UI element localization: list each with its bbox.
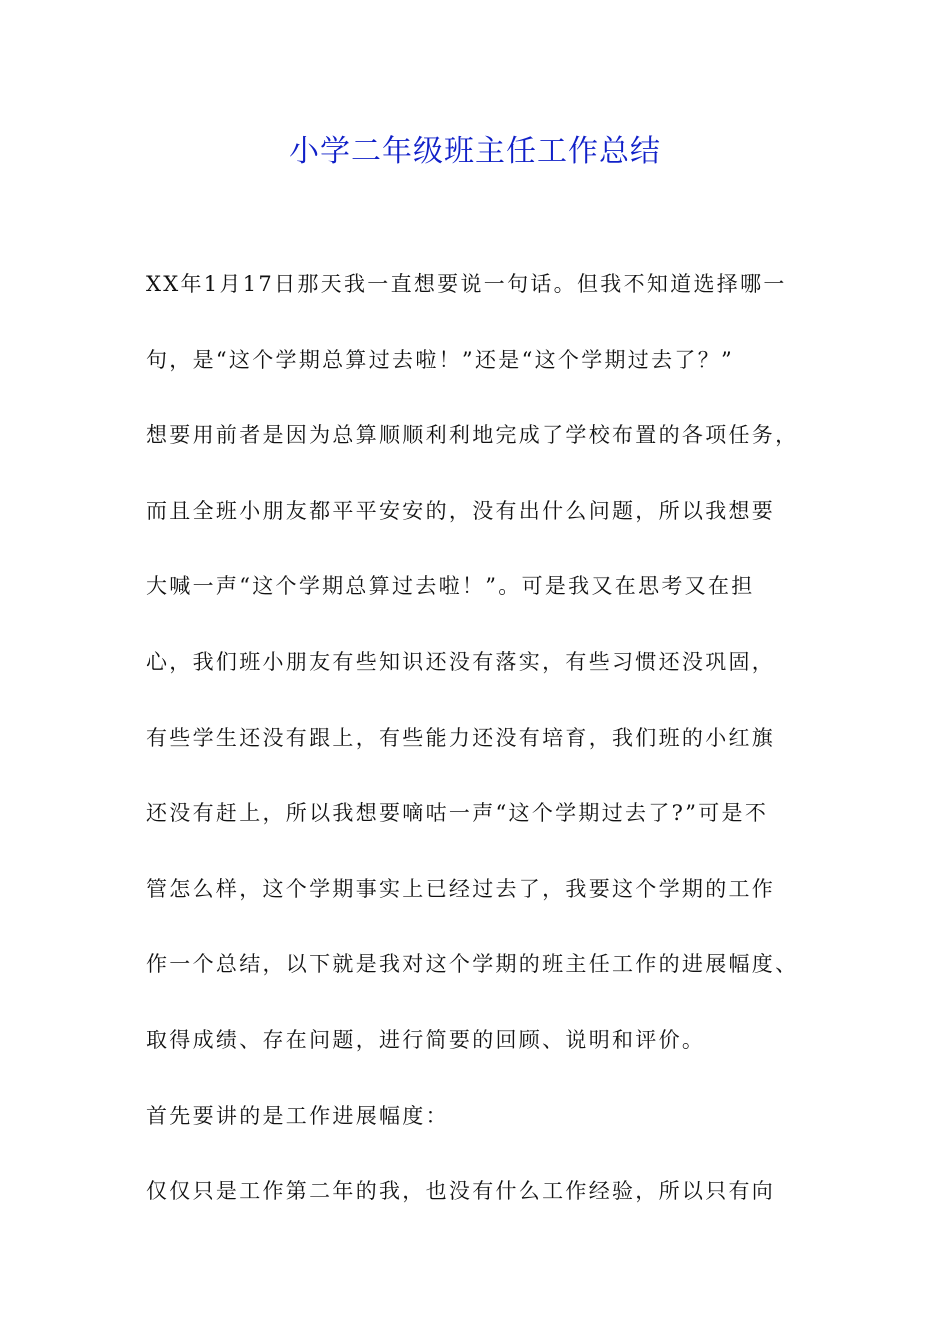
body-line: 取得成绩、存在问题，进行简要的回顾、说明和评价。 [146,1027,706,1052]
body-line: 还没有赶上，所以我想要嘀咕一声“这个学期过去了?”可是不 [146,801,769,826]
body-line: 管怎么样，这个学期事实上已经过去了，我要这个学期的工作 [146,876,776,901]
body-line: 心，我们班小朋友有些知识还没有落实，有些习惯还没巩固， [146,649,776,674]
body-line: 有些学生还没有跟上，有些能力还没有培育，我们班的小红旗 [146,725,776,750]
document-title: 小学二年级班主任工作总结 [289,134,661,169]
body-line: 而且全班小朋友都平平安安的，没有出什么问题，所以我想要 [146,498,776,523]
body-line: 想要用前者是因为总算顺顺利利地完成了学校布置的各项任务， [146,423,799,448]
body-line: 句，是“这个学期总算过去啦！”还是“这个学期过去了？” [146,347,735,372]
body-line: 大喊一声“这个学期总算过去啦！”。可是我又在思考又在担 [146,574,755,599]
body-line: 作一个总结，以下就是我对这个学期的班主任工作的进展幅度、 [146,952,799,977]
document-body [146,258,836,1241]
body-line: 首先要讲的是工作进展幅度： [146,1103,449,1128]
body-line: 仅仅只是工作第二年的我，也没有什么工作经验，所以只有向 [146,1179,776,1204]
body-line: XX年1月17日那天我一直想要说一句话。但我不知道选择哪一 [146,272,787,296]
